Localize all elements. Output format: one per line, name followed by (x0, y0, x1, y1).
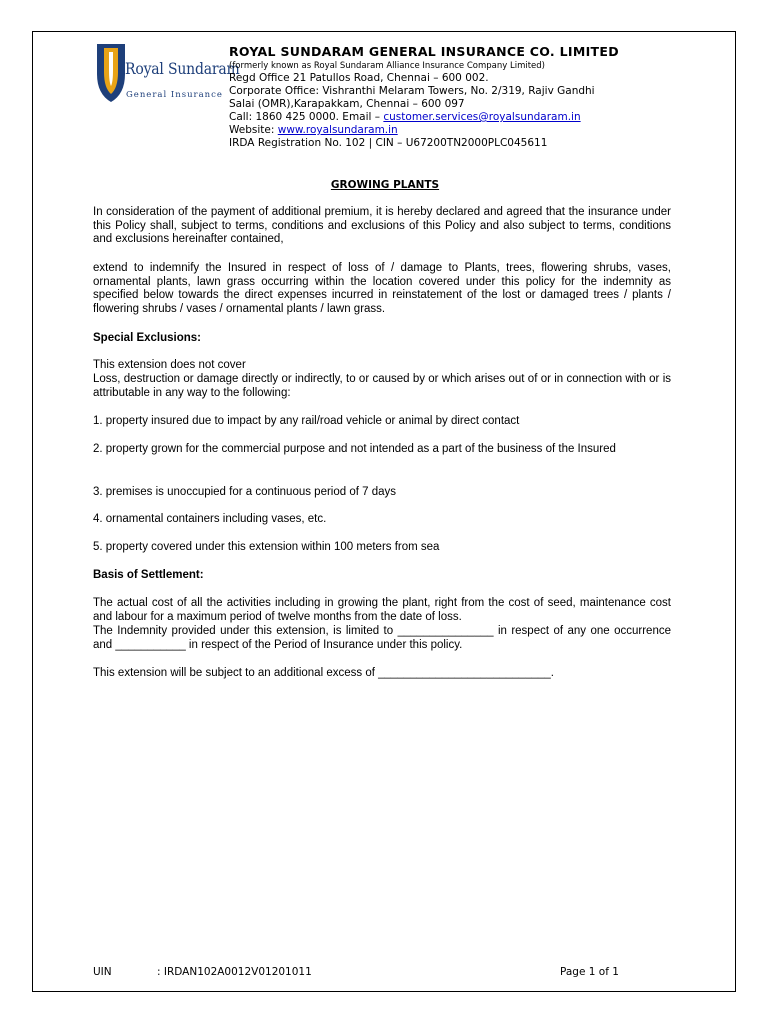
corporate-office-line-1: Corporate Office: Vishranthi Melaram Towers, No. 2/319, Rajiv Gandhi (229, 85, 595, 97)
irda-registration: IRDA Registration No. 102 | CIN – U67200TN2000PLC045611 (229, 137, 548, 149)
company-name: ROYAL SUNDARAM GENERAL INSURANCE CO. LIMITED (229, 44, 619, 59)
page-number: Page 1 of 1 (560, 966, 619, 978)
uin-label: UIN (93, 966, 112, 978)
exclusion-item: 5. property covered under this extension within 100 meters from sea (93, 541, 440, 553)
website-link[interactable]: www.royalsundaram.in (277, 124, 398, 136)
formerly-known-as: (formerly known as Royal Sundaram Alliance Insurance Company Limited) (229, 61, 545, 71)
settlement-paragraph-2: The Indemnity provided under this extension, is limited to _______________ in respect of any one occurrence and ___________ in respect of the Period of Insurance under this policy. (93, 625, 671, 651)
uin-value: : IRDAN102A0012V01201011 (157, 966, 312, 978)
exclusions-intro-1: This extension does not cover (93, 359, 246, 371)
document-title: GROWING PLANTS (330, 179, 440, 191)
exclusion-item: 2. property grown for the commercial purpose and not intended as a part of the business of the Insured (93, 443, 616, 455)
basis-of-settlement-heading: Basis of Settlement: (93, 569, 204, 581)
exclusion-item: 1. property insured due to impact by any rail/road vehicle or animal by direct contact (93, 415, 520, 427)
email-link[interactable]: customer.services@royalsundaram.in (383, 111, 581, 123)
website-label: Website: (229, 124, 278, 136)
special-exclusions-heading: Special Exclusions: (93, 332, 202, 344)
paragraph-consideration: In consideration of the payment of additional premium, it is hereby declared and agreed that the insurance under this Policy shall, subject to terms, conditions and exclusions of this Policy and also subject to terms, conditions and exclusions hereinafter contained, (93, 206, 671, 246)
additional-excess: This extension will be subject to an additional excess of ___________________________. (93, 667, 554, 679)
contact-line (229, 111, 581, 123)
corporate-office-line-2: Salai (OMR),Karapakkam, Chennai – 600 097 (229, 98, 465, 110)
logo-subtitle: General Insurance (126, 90, 223, 100)
exclusion-item: 4. ornamental containers including vases, etc. (93, 513, 327, 525)
page-border (32, 31, 736, 992)
paragraph-indemnity: extend to indemnify the Insured in respect of loss of / damage to Plants, trees, flowering shrubs, vases, ornamental plants, lawn grass occurring within the location covered under this policy for the indemnity as specified below towards the direct expenses incurred in reinstatement of the lost or damaged trees / plants / flowering shrubs / vases / ornamental plants / lawn grass. (93, 262, 671, 315)
website-line (229, 124, 398, 136)
registered-office: Regd Office 21 Patullos Road, Chennai – 600 002. (229, 72, 489, 84)
logo-name: Royal Sundaram (125, 60, 240, 79)
settlement-paragraph-1: The actual cost of all the activities including in growing the plant, right from the cost of seed, maintenance cost and labour for a maximum period of twelve months from the date of loss. (93, 597, 671, 623)
call-text: Call: 1860 425 0000. Email – (229, 111, 384, 123)
exclusion-item: 3. premises is unoccupied for a continuous period of 7 days (93, 486, 397, 498)
exclusions-intro-2: Loss, destruction or damage directly or indirectly, to or caused by or which arises out of or in connection with or is attributable in any way to the following: (93, 373, 671, 399)
